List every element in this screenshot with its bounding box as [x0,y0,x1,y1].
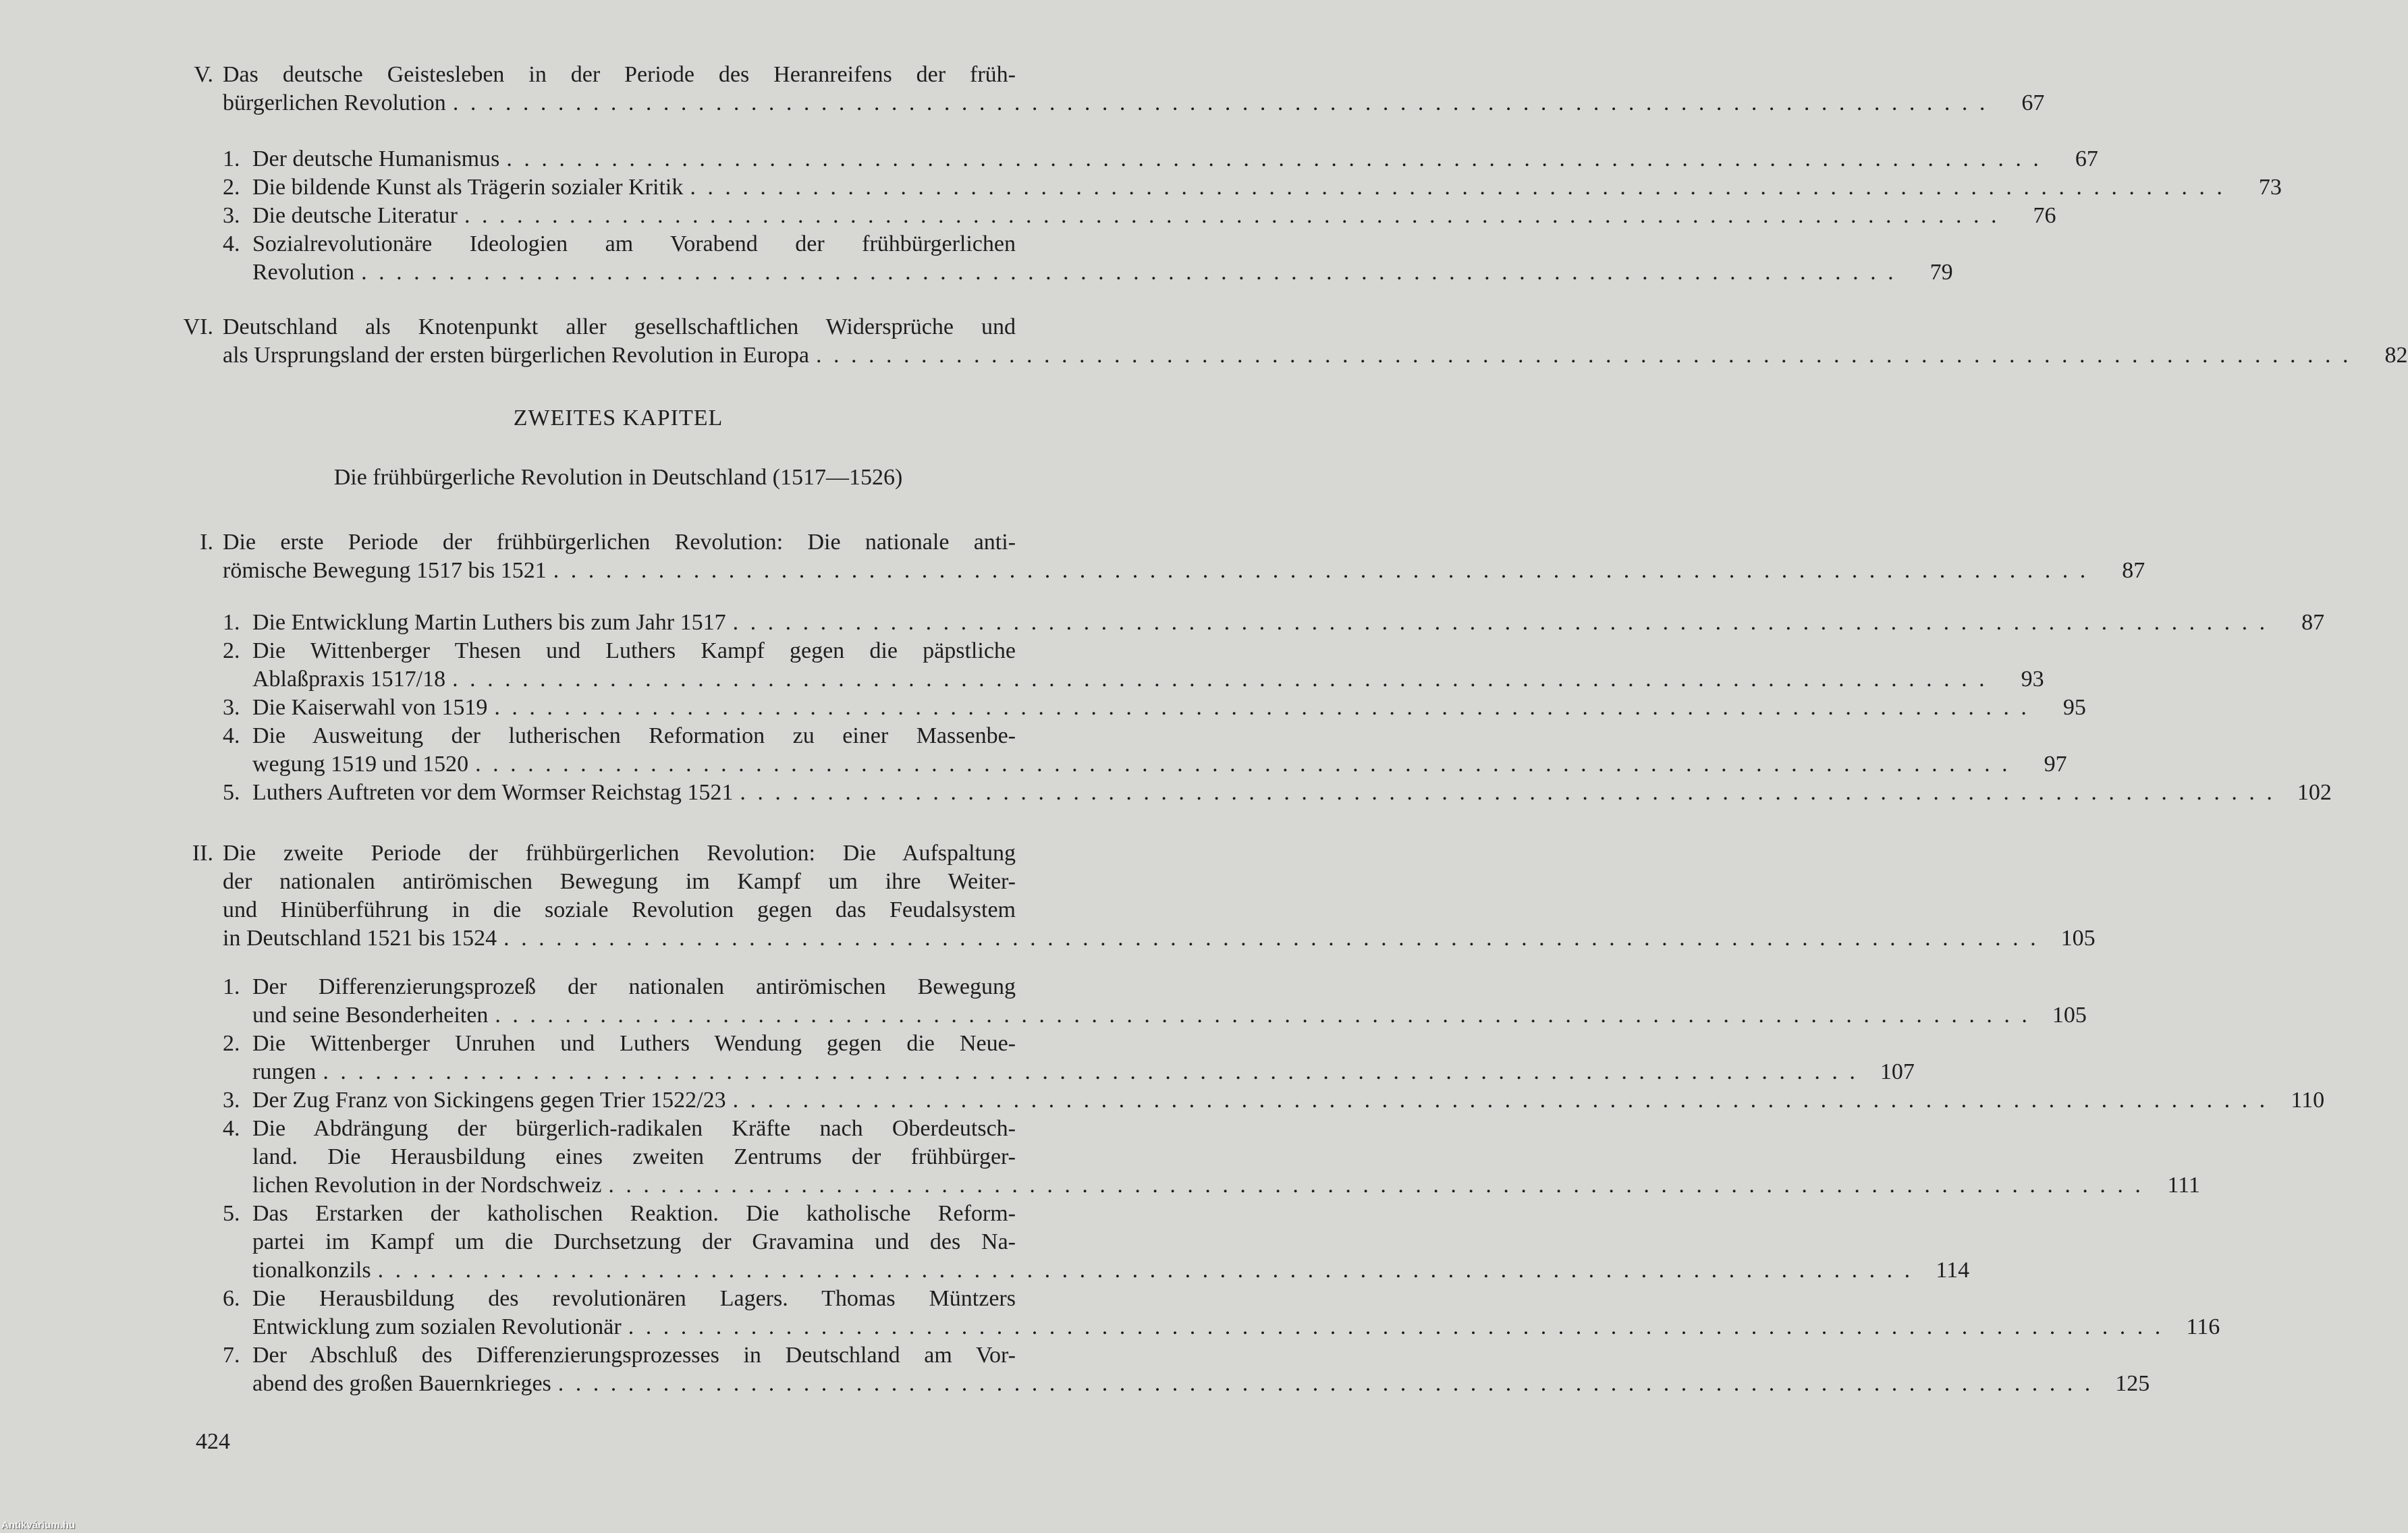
toc-section-entry [162,528,2145,585]
toc-line [162,1285,1073,1313]
toc-page-number: 67 [2075,146,2098,171]
subsection-number: 3. [223,203,240,228]
toc-entry-text: Die zweite Periode der frühbürgerlichen Revolution: Die Aufspaltung [223,841,1016,866]
subsection-number: 2. [223,175,240,200]
subsection-number: 1. [223,974,240,999]
table-of-contents [162,61,2408,1398]
toc-entry-text: Luthers Auftreten vor dem Wormser Reichstag 1521 [252,780,734,805]
toc-entry-text: Entwicklung zum sozialen Revolutionär [252,1314,622,1339]
toc-entry-text: Die Ausweitung der lutherischen Reformation zu einer Massenbe- [252,723,1016,748]
toc-subsection-entry [162,779,2332,807]
toc-entry-text: bürgerlichen Revolution [223,90,446,115]
section-numeral: II. [192,841,213,866]
chapter-heading: ZWEITES KAPITEL [513,406,723,430]
dot-leader [453,89,1986,117]
toc-subsection-entry [162,722,2067,779]
dot-leader [608,1171,2141,1200]
toc-line [162,1228,1073,1256]
dot-leader [558,1370,2091,1398]
toc-line [162,839,1073,868]
toc-page-number: 67 [2021,90,2045,115]
toc-page-number: 102 [2297,780,2332,805]
toc-line [162,1370,2150,1398]
toc-page-number: 105 [2052,1003,2087,1028]
toc-entry-text: Die Herausbildung des revolutionären Lagers. Thomas Müntzers [252,1286,1016,1311]
toc-page-number: 87 [2301,610,2325,635]
toc-subsection-entry [162,1115,2200,1200]
toc-entry-text: Die Kaiserwahl von 1519 [252,695,488,720]
toc-entry-text: rungen [252,1059,317,1084]
toc-entry-text: und Hinüberführung in die soziale Revolution gegen das Feudalsystem [223,897,1016,922]
toc-subsection-entry [162,1030,1915,1086]
toc-entry-text: Deutschland als Knotenpunkt aller gesellschaftlichen Widersprüche und [223,314,1016,339]
toc-page-number: 76 [2033,203,2056,228]
section-numeral: VI. [183,314,213,339]
toc-line [162,528,1073,557]
toc-page-number: 125 [2115,1371,2150,1396]
toc-line [162,145,2098,173]
toc-page-number: 93 [2021,667,2044,692]
subsection-number: 1. [223,610,240,635]
dot-leader [452,665,1985,694]
toc-line [162,89,2045,117]
toc-line [162,557,2145,585]
toc-entry-text: Die erste Periode der frühbürgerlichen Revolution: Die nationale anti- [223,530,1016,555]
toc-line [162,1086,2325,1115]
toc-subsection-entry [162,230,1953,287]
toc-subsection-entry [162,1086,2325,1115]
dot-leader [361,258,1894,287]
subsection-number: 4. [223,723,240,748]
toc-page-number: 97 [2044,752,2067,777]
toc-subsection-entry [162,145,2098,173]
toc-entry-text: Das deutsche Geistesleben in der Periode des Heranreifens der früh- [223,62,1016,87]
toc-section-entry [162,61,2045,117]
toc-subsection-entry [162,609,2325,637]
watermark-logo: Antikvárium.hu [1,1520,76,1531]
toc-entry-text: Revolution [252,260,355,285]
subsection-number: 5. [223,780,240,805]
toc-section-first-chapter-end [162,61,2408,370]
dot-leader [740,779,2272,807]
toc-entry-text: Der deutsche Humanismus [252,146,500,171]
toc-section-second-chapter [162,528,2332,1398]
toc-line [162,779,2332,807]
toc-page-number: 114 [1936,1258,1970,1283]
dot-leader [733,609,2266,637]
toc-entry-text: Sozialrevolutionäre Ideologien am Vorabend der frühbürgerlichen [252,231,1016,256]
toc-entry-text: Der Zug Franz von Sickingens gegen Trier 1522/23 [252,1088,726,1113]
subsection-number: 3. [223,695,240,720]
toc-subsection-entry [162,202,2056,230]
toc-entry-text: Die bildende Kunst als Trägerin sozialer Kritik [252,175,684,200]
toc-line [162,924,2096,953]
toc-page-number: 111 [2167,1173,2200,1198]
toc-entry-text: der nationalen antirömischen Bewegung im Kampf um ihre Weiter- [223,869,1016,894]
toc-subsection-entry [162,173,2282,202]
toc-line [162,258,1953,287]
toc-line [162,1001,2087,1030]
toc-subsection-entry [162,1200,1970,1285]
toc-line [162,665,2044,694]
toc-line [162,313,1073,341]
toc-line [162,1143,1073,1171]
toc-line [162,1200,1073,1228]
toc-entry-text: Ablaßpraxis 1517/18 [252,667,446,692]
toc-line [162,173,2282,202]
toc-entry-text: in Deutschland 1521 bis 1524 [223,926,497,951]
toc-page-number: 82 [2384,343,2408,368]
section-numeral: I. [200,530,213,555]
toc-subsection-entry [162,637,2044,694]
subsection-number: 3. [223,1088,240,1113]
subsection-number: 4. [223,231,240,256]
toc-page-number: 116 [2186,1314,2220,1339]
dot-leader [816,341,2349,370]
toc-entry-text: tionalkonzils [252,1258,371,1283]
toc-page-number: 87 [2122,558,2145,583]
toc-entry-text: land. Die Herausbildung eines zweiten Zentrums der frühbürger- [252,1144,1016,1169]
toc-line [162,973,1073,1001]
toc-line [162,1341,1073,1370]
toc-line [162,1256,1970,1285]
toc-page-number: 105 [2060,926,2096,951]
toc-entry-text: Das Erstarken der katholischen Reaktion. Die katholische Reform- [252,1201,1016,1226]
toc-line [162,1115,1073,1143]
toc-subsection-entry [162,1285,2220,1341]
toc-line [162,1313,2220,1341]
dot-leader [494,694,2027,722]
toc-page-number: 110 [2291,1088,2325,1113]
dot-leader [495,1001,2027,1030]
toc-subsection-entry [162,973,2087,1030]
toc-line [162,750,2067,779]
toc-section-entry [162,313,2408,370]
dot-leader [323,1058,1855,1086]
toc-subsection-entry [162,694,2086,722]
toc-line [162,896,1073,924]
toc-entry-text: Die Wittenberger Thesen und Luthers Kampf gegen die päpstliche [252,638,1016,663]
toc-line [162,694,2086,722]
toc-line [162,61,1073,89]
toc-page-number: 107 [1880,1059,1915,1084]
toc-entry-text: abend des großen Bauernkrieges [252,1371,551,1396]
toc-entry-text: wegung 1519 und 1520 [252,752,469,777]
subsection-number: 2. [223,1031,240,1056]
toc-entry-text: und seine Besonderheiten [252,1003,489,1028]
toc-entry-text: Die Wittenberger Unruhen und Luthers Wendung gegen die Neue- [252,1031,1016,1056]
dot-leader [553,557,2086,585]
subsection-number: 7. [223,1343,240,1368]
toc-entry-text: Der Differenzierungsprozeß der nationalen antirömischen Bewegung [252,974,1016,999]
toc-line [162,637,1073,665]
dot-leader [628,1313,2161,1341]
toc-page-number: 95 [2062,695,2086,720]
toc-section-entry [162,839,2096,953]
toc-entry-text: partei im Kampf um die Durchsetzung der Gravamina und des Na- [252,1229,1016,1254]
dot-leader [378,1256,1911,1285]
toc-entry-text: römische Bewegung 1517 bis 1521 [223,558,547,583]
dot-leader [733,1086,2266,1115]
page-number: 424 [196,1429,230,1454]
toc-line [162,609,2325,637]
toc-line [162,1171,2200,1200]
toc-entry-text: als Ursprungsland der ersten bürgerlichen Revolution in Europa [223,343,809,368]
toc-entry-text: lichen Revolution in der Nordschweiz [252,1173,602,1198]
subsection-number: 5. [223,1201,240,1226]
toc-line [162,230,1073,258]
toc-subsection-list [162,609,2332,807]
subsection-number: 1. [223,146,240,171]
toc-line [162,868,1073,896]
dot-leader [475,750,2008,779]
toc-entry-text: Der Abschluß des Differenzierungsprozesses in Deutschland am Vor- [252,1343,1016,1368]
section-numeral: V. [194,62,213,87]
dot-leader [506,145,2039,173]
toc-subsection-entry [162,1341,2150,1398]
toc-entry-text: Die Abdrängung der bürgerlich-radikalen Kräfte nach Oberdeutsch- [252,1116,1016,1141]
subsection-number: 6. [223,1286,240,1311]
toc-line [162,722,1073,750]
subsection-number: 2. [223,638,240,663]
toc-line [162,341,2408,370]
subsection-number: 4. [223,1116,240,1141]
dot-leader [503,924,2036,953]
toc-line [162,1058,1915,1086]
toc-page-number: 79 [1930,260,1953,285]
toc-line [162,1030,1073,1058]
dot-leader [690,173,2222,202]
toc-entry-text: Die Entwicklung Martin Luthers bis zum Jahr 1517 [252,610,726,635]
toc-subsection-list [162,145,2282,287]
toc-line [162,202,2056,230]
chapter-subtitle: Die frühbürgerliche Revolution in Deutschland (1517—1526) [333,465,903,490]
toc-entry-text: Die deutsche Literatur [252,203,458,228]
dot-leader [464,202,1997,230]
toc-page-number: 73 [2258,175,2282,200]
toc-subsection-list [162,973,2325,1398]
